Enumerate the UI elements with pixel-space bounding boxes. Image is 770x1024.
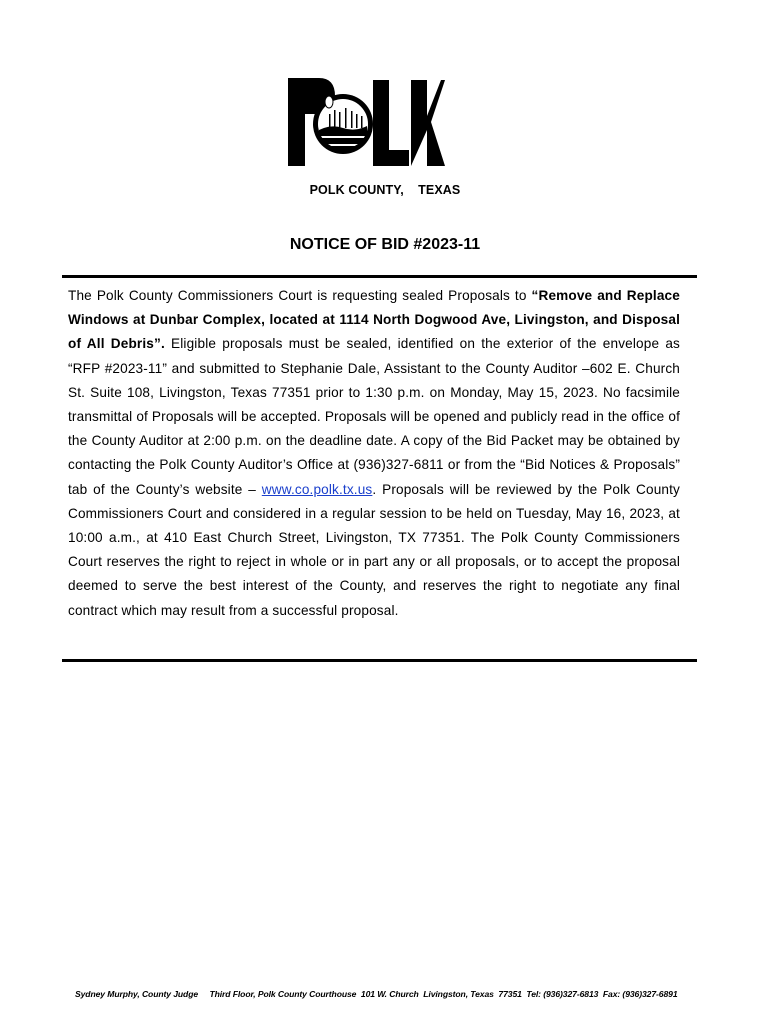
- top-divider: [62, 275, 697, 278]
- bottom-divider: [62, 659, 697, 662]
- notice-project: “Remove and Replace Windows at Dunbar Complex, located at 1114 North Dogwood Ave, Livingston, and Disposal of All Debris”.: [68, 288, 680, 352]
- website-link[interactable]: www.co.polk.tx.us: [261, 481, 373, 497]
- notice-details: Eligible proposals must be sealed, identified on the exterior of the envelope as “RFP #2023-11” and submitted to Stephanie Dale, Assistant to the County Auditor –602 E. Church St. Suite 108, Livingston, Texas 77351 prior to 1:30 p.m. on Monday, May 15, 2023. No facsimile transmittal of Proposals will be accepted. Proposals will be opened and publicly read in the office of the County Auditor at 2:00 p.m. on the deadline date. A copy of the Bid Packet may be obtained by contacting the Polk County Auditor’s Office at (936)327-6811 or from the “Bid Notices & Proposals” tab of the County’s website –: [68, 336, 680, 497]
- page-footer: Sydney Murphy, County Judge Third Floor, Polk County Courthouse 101 W. Church Livingston, Texas 77351 Tel: (936)327-6813 Fax: (936)327-6891: [75, 989, 678, 999]
- notice-closing: . Proposals will be reviewed by the Polk County Commissioners Court and considered in a regular session to be held on Tuesday, May 16, 2023, at 10:00 a.m., at 410 East Church Street, Livingston, TX 77351. The Polk County Commissioners Court reserves the right to reject in whole or in part any or all proposals, or to accept the proposal deemed to serve the best interest of the County, and reserves the right to negotiate any final contract which may result from a successful proposal.: [68, 481, 680, 618]
- notice-intro: The Polk County Commissioners Court is requesting sealed Proposals to: [68, 288, 532, 303]
- notice-title: NOTICE OF BID #2023-11: [289, 236, 481, 253]
- county-line: POLK COUNTY, TEXAS: [309, 183, 461, 197]
- notice-body: [68, 284, 680, 623]
- polk-county-logo: [285, 76, 445, 172]
